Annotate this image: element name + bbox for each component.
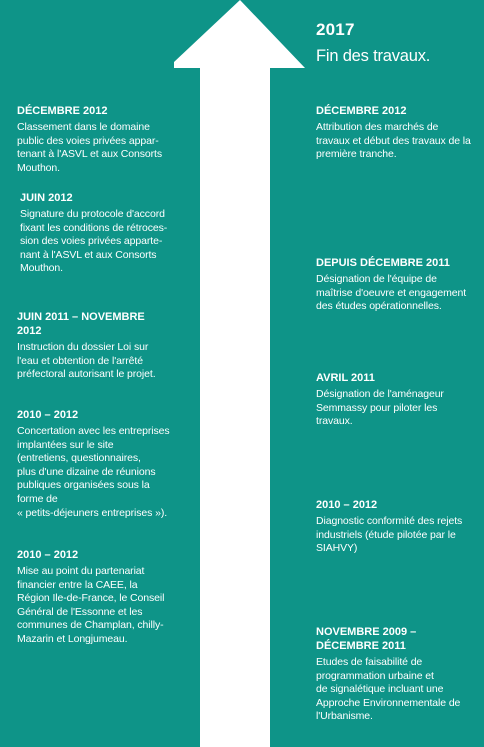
entry-text: Etudes de faisabilité de programmation urbaine et de signalétique incluant une Approche Environnementale de l'Urbanisme.	[316, 656, 461, 723]
arrow-shape	[174, 0, 305, 747]
final-milestone: Fin des travaux.	[316, 47, 431, 65]
entry-text: Attribution des marchés de travaux et début des travaux de la première tranche.	[316, 121, 471, 161]
timeline-entry-left	[17, 548, 187, 647]
entry-date: 2010 – 2012	[17, 409, 79, 421]
timeline-entry-right	[316, 625, 481, 724]
timeline-entry-right	[316, 104, 481, 162]
entry-date: JUIN 2012	[20, 192, 73, 204]
entry-text: Désignation de l'aménageur Semmassy pour piloter les travaux.	[316, 388, 444, 428]
entry-text: Désignation de l'équipe de maîtrise d'oeuvre et engagement des études opérationnelles.	[316, 273, 467, 313]
entry-date: NOVEMBRE 2009 – DÉCEMBRE 2011	[316, 626, 417, 652]
entry-text: Instruction du dossier Loi sur l'eau et obtention de l'arrêté préfectoral autorisant le projet.	[17, 341, 156, 381]
entry-date: DÉCEMBRE 2012	[316, 105, 407, 117]
timeline-entry-left	[17, 310, 187, 382]
timeline-entry-right	[316, 256, 481, 314]
timeline-entry-right	[316, 371, 481, 429]
entry-date: AVRIL 2011	[316, 372, 375, 384]
entry-text: Concertation avec les entreprises implantées sur le site (entretiens, questionnaires, plus d'une dizaine de réunions publiques organisées sous la forme de « petits-déjeuners entreprises »).	[17, 425, 170, 519]
timeline-entry-right	[316, 498, 481, 556]
entry-date: JUIN 2011 – NOVEMBRE 2012	[17, 311, 145, 337]
entry-date: DEPUIS DÉCEMBRE 2011	[316, 257, 450, 269]
entry-date: 2010 – 2012	[316, 499, 378, 511]
entry-date: DÉCEMBRE 2012	[17, 105, 108, 117]
entry-text: Signature du protocole d'accord fixant les conditions de rétroces- sion des voies privées apparte- nant à l'ASVL et aux Consorts Mouthon.	[20, 208, 168, 275]
timeline-entry-left	[17, 104, 187, 175]
entry-text: Diagnostic conformité des rejets industriels (étude pilotée par le SIAHVY)	[316, 515, 463, 555]
timeline-entry-left	[17, 408, 192, 520]
timeline-entry-left	[20, 191, 190, 276]
entry-text: Classement dans le domaine public des voies privées appar- tenant à l'ASVL et aux Consorts Mouthon.	[17, 121, 163, 174]
final-year: 2017	[316, 20, 355, 39]
entry-date: 2010 – 2012	[17, 549, 79, 561]
entry-text: Mise au point du partenariat financier entre la CAEE, la Région Ile-de-France, le Conseil Général de l'Essonne et les communes de Champlan, chilly- Mazarin et Longjumeau.	[17, 565, 165, 645]
